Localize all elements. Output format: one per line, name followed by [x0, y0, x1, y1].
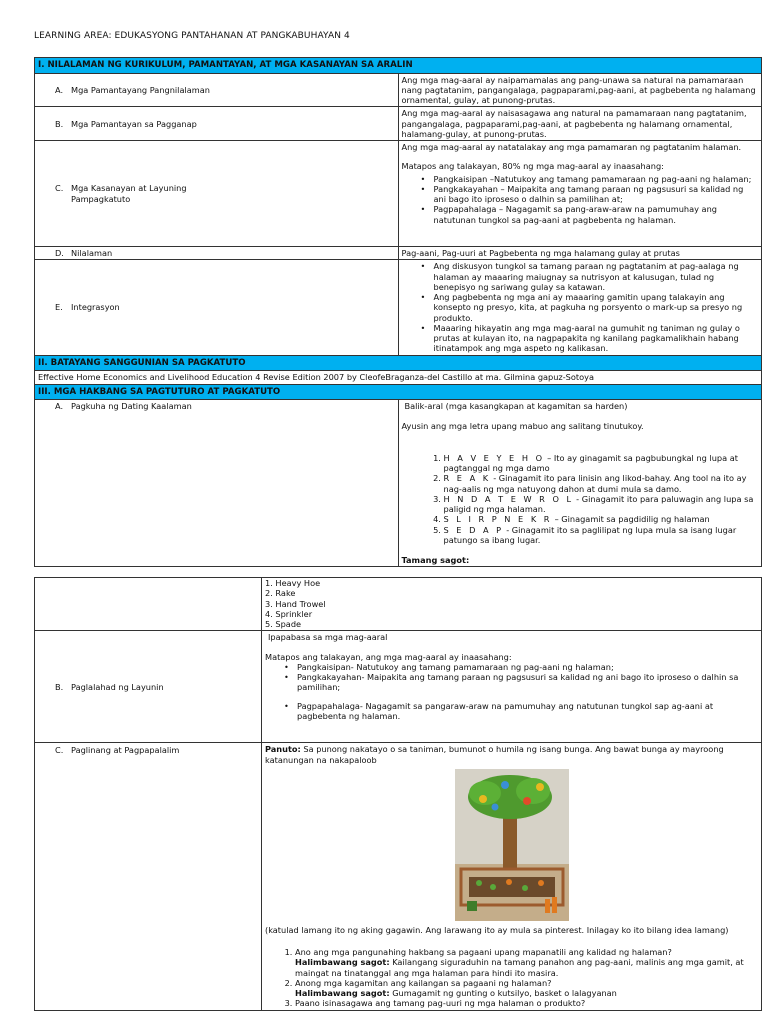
- section2-header-row: [35, 355, 762, 371]
- section2-heading: II. BATAYANG SANGGUNIAN SA PAGKATUTO: [35, 355, 762, 371]
- row-content: Ang mga mag-aaral ay naipamamalas ang pang-unawa sa natural na pamamaraan nang pagtatanim, pangangalaga, pagpaparami,pag-aani, at pagbebenta ng halamang ornamental, gulay, at punong-prutas.: [398, 73, 762, 107]
- row-pamantayang-pangnilalaman: [35, 73, 762, 107]
- row-label-text: Mga Pamantayang Pangnilalaman: [71, 84, 210, 95]
- question-text: Paano isinasagawa ang tamang pag-uuri ng mga halaman o produkto?: [295, 998, 586, 1009]
- list-item: • Pangkakayahan – Maipakita ang tamang paraan ng pagsusuri sa kalidad ng ani bago ito iproseso o dalhin sa pamilihan at;: [434, 184, 759, 205]
- scrambled-word: S E D A P: [443, 524, 504, 535]
- section3-header-row: [35, 384, 762, 400]
- list-item: [295, 978, 758, 999]
- row-label: [35, 631, 262, 743]
- list-item: [444, 494, 759, 515]
- row-letter: B.: [55, 681, 64, 692]
- row-label-empty: [35, 578, 262, 631]
- row-label-text: Mga Pamantayan sa Pagganap: [71, 118, 197, 129]
- row-label: [35, 260, 399, 355]
- row-letter: A.: [55, 401, 64, 412]
- row-content: [398, 141, 762, 247]
- panuto: [265, 744, 758, 765]
- item-text: - Ginagamit ito para linisin ang likod-bahay. Ang tool na ito ay nag-aalis ng mga natuyong dahon at dumi mula sa damo.: [443, 473, 747, 494]
- row-letter: D.: [55, 248, 64, 259]
- row-label-text: Pagkuha ng Dating Kaalaman: [71, 401, 192, 412]
- row-label-text: Mga Kasanayan at Layuning Pampagkatuto: [71, 183, 187, 204]
- integration-list: [402, 261, 759, 353]
- list-item: • Pangkaisipan –Natutukoy ang tamang pamamaraan ng pag-aani ng halaman;: [434, 174, 759, 184]
- scrambled-word: H N D A T E W R O L: [443, 493, 574, 504]
- row-letter: E.: [55, 302, 63, 313]
- row-letter: C.: [55, 183, 64, 194]
- tree-garden-illustration: [455, 769, 569, 921]
- list-item: • Pangkakayahan- Maipakita ang tamang paraan ng pagsusuri sa kalidad ng ani bago ito iproseso o dalhin sa pamilihan;: [297, 672, 758, 693]
- row-paglinang: [35, 743, 762, 1010]
- row-letter: B.: [55, 118, 64, 129]
- question-text: Anong mga kagamitan ang kailangan sa pagaani ng halaman?: [295, 977, 552, 988]
- c-intro: Ang mga mag-aaral ay natatalakay ang mga pamamaran ng pagtatanim halaman.: [401, 142, 742, 153]
- row-label-text: Nilalaman: [71, 248, 113, 259]
- photo-caption: (katulad lamang ito ng aking gagawin. Ang larawang ito ay mula sa pinterest. Inilagay ko ito bilang idea lamang): [265, 924, 729, 935]
- list-item: • Ang pagbebenta ng mga ani ay maaaring gamitin upang talakayin ang konsepto ng presyo, kita, at pagkuha ng porsyento o mark-up sa presyo ng produkto.: [434, 292, 759, 323]
- row-label-text: Integrasyon: [71, 302, 120, 313]
- row-label: [35, 743, 262, 1010]
- item-text: - Ginagamit ito sa paglilipat ng lupa mula sa isang lugar patungo sa ibang lugar.: [443, 524, 737, 545]
- list-item: [295, 998, 758, 1008]
- row-content: [262, 743, 762, 1010]
- row-letter: A.: [55, 84, 64, 95]
- section3-heading: III. MGA HAKBANG SA PAGTUTURO AT PAGKATUTO: [35, 384, 762, 400]
- learning-area-title: LEARNING AREA: EDUKASYONG PANTAHANAN AT PANGKABUHAYAN 4: [34, 31, 350, 41]
- section1-heading: I. NILALAMAN NG KURIKULUM, PAMANTAYAN, AT MGA KASANAYAN SA ARALIN: [35, 58, 762, 74]
- list-item: • Pagpapahalaga – Nagagamit sa pang-araw-araw na pamumuhay ang natutunan tungkol sa pag-aani at pagbebenta ng halaman.: [434, 204, 759, 225]
- panuto-text: Sa punong nakatayo o sa taniman, bumunot o humila ng isang bunga. Ang bawat bunga ay mayroong katanungan na nakapaloob: [265, 744, 724, 765]
- section1-header-row: [35, 58, 762, 74]
- row-label: [35, 247, 399, 260]
- scrambled-word: S L I R P N E K R: [443, 514, 552, 525]
- lesson-plan-table-page2: [34, 577, 762, 1011]
- question-list: [265, 947, 758, 1009]
- b-intro: Ipapabasa sa mga mag-aaral: [268, 632, 388, 643]
- c-objectives-list: [402, 174, 759, 225]
- row-integrasyon: [35, 260, 762, 355]
- answer-item: 2. Rake: [265, 588, 296, 599]
- item-text: – Ito ay ginagamit sa pagbubungkal ng lupa at pagtanggal ng mga damo: [443, 452, 738, 474]
- row-pamantayan-pagganap: [35, 107, 762, 141]
- sample-answer-text: Kailangang siguraduhin na tamang panahon ang pag-aani, malinis ang mga gamit, at maingat na tinatanggal ang mga halaman para hindi ito masira.: [295, 957, 744, 978]
- panuto-label: Panuto:: [265, 744, 301, 755]
- list-item: [444, 525, 759, 546]
- answer-item: 5. Spade: [265, 619, 302, 629]
- question-text: Ano ang mga pangunahing hakbang sa pagaani upang mapanatili ang kalidad ng halaman?: [295, 947, 672, 957]
- row-paglalahad-layunin: [35, 631, 762, 743]
- list-item: • Pagpapahalaga- Nagagamit sa pangaraw-araw na pamumuhay ang natutunan tungkol sap ag-aani at pagbebenta ng halaman.: [297, 701, 758, 722]
- answer-item: 1. Heavy Hoe: [265, 578, 321, 588]
- sample-answer-text: Gumagamit ng gunting o kutsilyo, basket o lalagyanan: [389, 988, 617, 998]
- c-matapos: Matapos ang talakayan, 80% ng mga mag-aaral ay inaasahang:: [401, 161, 664, 172]
- list-item: • Ang diskusyon tungkol sa tamang paraan ng pagtatanim at pag-aalaga ng halaman ay maaaring maiugnay sa nutrisyon at kalusugan, tulad ng benepisyo ng sariwang gulay sa katawan.: [434, 261, 759, 292]
- list-item: [295, 947, 758, 978]
- row-label: [35, 73, 399, 107]
- list-item: [444, 453, 759, 474]
- list-item: [444, 473, 759, 494]
- row-answers: [35, 578, 762, 631]
- row-label: [35, 141, 399, 247]
- list-item: [444, 514, 759, 524]
- answers-label: Tamang sagot:: [401, 555, 470, 566]
- scrambled-word: R E A K: [443, 473, 491, 484]
- balik-aral-title: Balik-aral (mga kasangkapan at kagamitan sa harden): [404, 401, 628, 412]
- row-content: [398, 260, 762, 355]
- row-label-text: Paglinang at Pagpapalalim: [71, 745, 180, 756]
- scrambled-words-list: [402, 453, 759, 545]
- sample-answer-label: Halimbawang sagot:: [295, 988, 390, 998]
- item-text: - Ginagamit ito para paluwagin ang lupa sa paligid ng mga halaman.: [443, 493, 754, 515]
- row-label: [35, 107, 399, 141]
- list-item: • Maaaring hikayatin ang mga mag-aaral na gumuhit ng taniman ng gulay o prutas at kulayan ito, na nagpapakita ng kanilang pagkamalikhain habang itinatampok ang mga aspeto ng kalikasan.: [434, 323, 759, 354]
- row-kasanayan-layunin: [35, 141, 762, 247]
- row-content: Pag-aani, Pag-uuri at Pagbebenta ng mga halamang gulay at prutas: [398, 247, 762, 260]
- lesson-plan-table-page1: [34, 57, 762, 567]
- b-objectives-list: [265, 662, 758, 693]
- answer-item: 4. Sprinkler: [265, 608, 313, 619]
- item-text: – Ginagamit sa pagdidilig ng halaman: [551, 514, 710, 525]
- row-content: [398, 400, 762, 567]
- row-label: [35, 400, 399, 567]
- row-content: [262, 578, 762, 631]
- b-objectives-list-2: [265, 701, 758, 722]
- b-matapos: Matapos ang talakayan, ang mga mag-aaral ay inaasahang:: [265, 651, 512, 662]
- scrambled-word: H A V E Y E H O: [443, 452, 545, 463]
- answer-item: 3. Hand Trowel: [265, 598, 326, 609]
- row-reference: [35, 371, 762, 384]
- row-nilalaman: [35, 247, 762, 260]
- row-dating-kaalaman: [35, 400, 762, 567]
- tree-garden-photo: [455, 769, 569, 921]
- row-label-text: Paglalahad ng Layunin: [71, 681, 164, 692]
- instruction-text: Ayusin ang mga letra upang mabuo ang salitang tinutukoy.: [401, 420, 644, 431]
- list-item: • Pangkaisipan- Natutukoy ang tamang pamamaraan ng pag-aani ng halaman;: [297, 662, 758, 672]
- row-content: Ang mga mag-aaral ay naisasagawa ang natural na pamamaraan nang pagtatanim, pangangalaga, pagpaparami,pag-aani, at pagbebenta ng halamang ornamental, halamang-gulay, at punong-prutas.: [398, 107, 762, 141]
- sample-answer-label: Halimbawang sagot:: [295, 957, 390, 968]
- reference-text: Effective Home Economics and Livelihood Education 4 Revise Edition 2007 by CleofeBraganza-del Castillo at ma. Gilmina gapuz-Sotoya: [35, 371, 762, 384]
- row-content: [262, 631, 762, 743]
- row-letter: C.: [55, 745, 64, 756]
